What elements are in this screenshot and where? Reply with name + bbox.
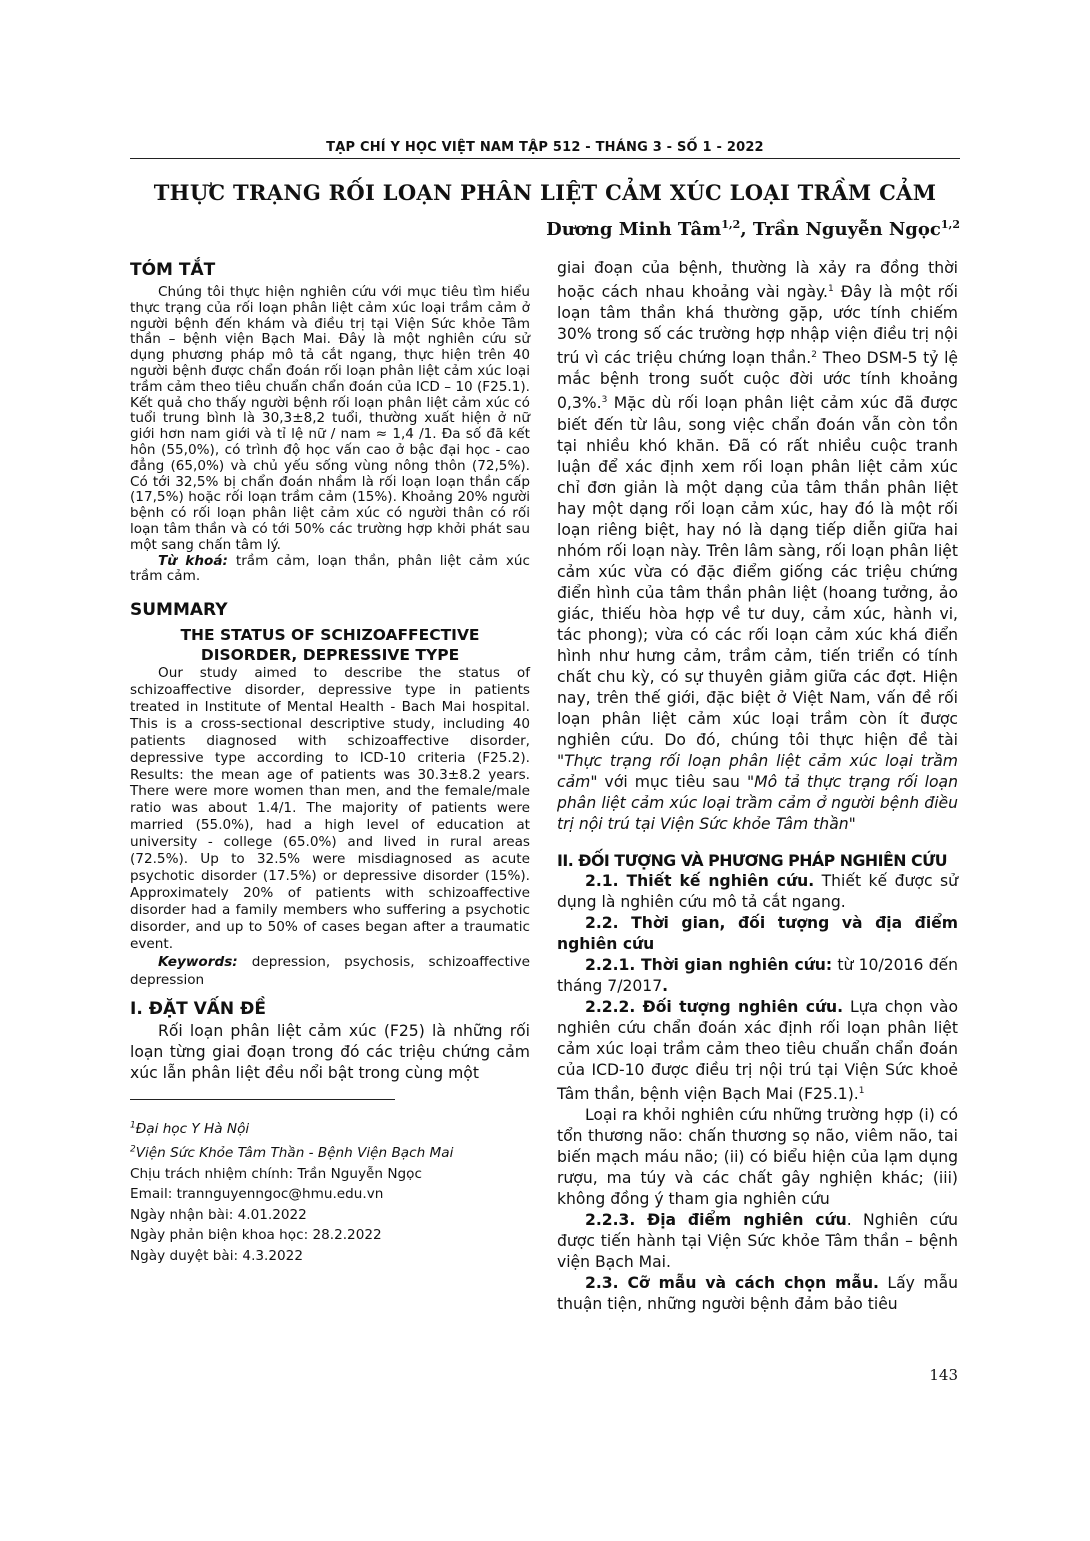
author-2-affil: 1,2 xyxy=(940,218,960,231)
section1-heading: I. ĐẶT VẤN ĐỀ xyxy=(130,998,266,1019)
summary-keywords xyxy=(130,953,530,989)
intro-continuation xyxy=(557,258,958,835)
header-rule xyxy=(130,158,960,159)
summary-kw-label: Keywords: xyxy=(158,953,238,970)
intro-objective: "Mô tả thực trạng rối loạn phân liệt cảm xúc loại trầm cảm ở người bệnh điều trị nội trú tại Viện Sức khỏe Tâm thần" xyxy=(557,772,958,833)
section-2-2-2 xyxy=(557,997,958,1105)
page-number: 143 xyxy=(929,1366,958,1384)
section-2-2-1-text: từ 10/2016 đến tháng 7/2017 xyxy=(557,955,958,995)
summary-title xyxy=(130,625,530,665)
article-title: THỰC TRẠNG RỐI LOẠN PHÂN LIỆT CẢM XÚC LOẠI TRẦM CẢM xyxy=(153,180,937,205)
tom-tat-heading: TÓM TẮT xyxy=(130,260,216,280)
intro-text-1: giai đoạn của bệnh, thường là xảy ra đồng thời hoặc cách nhau khoảng vài ngày. xyxy=(557,259,958,302)
intro-topic-title: "Thực trạng rối loạn phân liệt cảm xúc loại trầm cảm" xyxy=(557,751,958,791)
section-2-2 xyxy=(557,913,958,955)
footnote-2-text: Viện Sức Khỏe Tâm Thần - Bệnh Viện Bạch Mai xyxy=(135,1145,454,1162)
summary-kw-text: depression, psychosis, schizoaffective depression xyxy=(130,953,530,988)
section-2-3 xyxy=(557,1273,958,1315)
intro-text-3: Theo DSM-5 tỷ lệ mắc bệnh trong suốt cuộc đời ước tính khoảng 0,3%. xyxy=(557,349,959,413)
footnote-responsible: Chịu trách nhiệm chính: Trần Nguyễn Ngọc xyxy=(130,1165,422,1182)
footnote-rule xyxy=(130,1099,395,1100)
footnote-approved: Ngày duyệt bài: 4.3.2022 xyxy=(130,1247,303,1264)
footnote-1-text: Đại học Y Hà Nội xyxy=(135,1121,250,1138)
footnote-email: Email: trannguyenngoc@hmu.edu.vn xyxy=(130,1186,384,1203)
author-1: Dương Minh Tâm xyxy=(546,219,722,240)
footnote-2-sup: 2 xyxy=(130,1144,136,1155)
right-column xyxy=(557,258,958,1315)
section1-paragraph: Rối loạn phân liệt cảm xúc (F25) là những rối loạn từng giai đoạn trong đó các triệu chứng cảm xúc lẫn phân liệt đều nổi bật trong cùng một xyxy=(130,1021,530,1082)
exclusion-criteria: Loại ra khỏi nghiên cứu những trường hợp (i) có tổn thương não: chấn thương sọ não, viêm não, tai biến mạch máu não; (ii) có biểu hiện của lạm dụng rượu, ma túy và các chất gây nghiện khác; (iii) không đồng ý tham gia nghiên cứu xyxy=(557,1105,958,1208)
section-2-2-3 xyxy=(557,1210,958,1273)
footnote-affil-2 xyxy=(130,1140,530,1164)
section-2-2-1-end: . xyxy=(662,976,669,995)
section-2-2-1 xyxy=(557,955,958,997)
footnote-1-sup: 1 xyxy=(130,1120,136,1131)
section-2-1-text: Thiết kế được sử dụng là nghiên cứu mô tả cắt ngang. xyxy=(557,871,958,911)
ref-1: 1 xyxy=(828,284,834,294)
intro-text-5: với mục tiêu sau xyxy=(597,772,747,791)
tom-tat-keywords xyxy=(130,554,530,586)
section-2-1-label: 2.1. Thiết kế nghiên cứu. xyxy=(585,871,815,890)
summary-heading: SUMMARY xyxy=(130,600,228,621)
author-2: Trần Nguyễn Ngọc xyxy=(752,219,941,240)
section-2-2-3-text: . Nghiên cứu được tiến hành tại Viện Sức khỏe Tâm thần – bệnh viện Bạch Mai. xyxy=(557,1210,958,1271)
left-column xyxy=(130,258,530,1266)
section-2-2-1-label: 2.2.1. Thời gian nghiên cứu: xyxy=(585,955,833,974)
tom-tat-kw-text: trầm cảm, loạn thần, phân liệt cảm xúc trầm cảm. xyxy=(130,552,530,585)
section2-heading: II. ĐỐI TƯỢNG VÀ PHƯƠNG PHÁP NGHIÊN CỨU xyxy=(557,850,948,870)
section-2-3-text: Lấy mẫu thuận tiện, những người bệnh đảm bảo tiêu xyxy=(557,1273,959,1313)
author-separator: , xyxy=(740,219,753,240)
footnote-affil-1 xyxy=(130,1116,530,1140)
section-2-2-label: 2.2. Thời gian, đối tượng và địa điểm nghiên cứu xyxy=(557,913,958,953)
tom-tat-kw-label: Từ khoá: xyxy=(158,552,228,569)
summary-body: Our study aimed to describe the status of schizoaffective disorder, depressive type in patients treated in Institute of Mental Health - Bach Mai hospital. This is a cross-sectional descriptive study, including 40 patients diagnosed with schizoaffective disorder, depressive type according to ICD-10 criteria (F25.2). Results: the mean age of patients was 30.3±8.2 years. There were more women than men, and the female/male ratio was about 1.4/1. The majority of patients were married (55.0%), had a high level of education at university - college (65.0%) and lived in rural areas (72.5%). Up to 32.5% were misdiagnosed as acute psychotic disorder (17.5%) or depressive disorder (15%). Approximately 20% of patients with schizoaffective disorder had a family members who suffering a psychotic disorder, and up to 50% of cases began after a traumatic event. xyxy=(130,665,530,952)
intro-text-2: Đây là một rối loạn tâm thần khá thường gặp, ước tính chiếm 30% trong số các trường hợp nhập viện điều trị nội trú vì các triệu chứng loạn thần. xyxy=(557,283,958,368)
footnote-reviewed: Ngày phản biện khoa học: 28.2.2022 xyxy=(130,1227,382,1244)
journal-header: TẠP CHÍ Y HỌC VIỆT NAM TẬP 512 - THÁNG 3 - SỐ 1 - 2022 xyxy=(326,140,764,155)
summary-title-line2: DISORDER, DEPRESSIVE TYPE xyxy=(200,646,460,665)
footnote-received: Ngày nhận bài: 4.01.2022 xyxy=(130,1206,307,1223)
intro-text-4: Mặc dù rối loạn phân liệt cảm xúc đã được biết đến từ lâu, song việc chẩn đoán vẫn còn tồn tại nhiều khó khăn. Đã có rất nhiều cuộc tranh luận để xác định xem rối loạn phân liệt cảm xúc chỉ đơn giản là một dạng của tâm thần phân liệt hay một dạng rối loạn cảm xúc, hay đó là một rối loạn riêng biệt, hay nó là dạng tiếp diễn giữa hai nhóm rối loạn này. Trên lâm sàng, rối loạn phân liệt cảm xúc vừa có đặc điểm giống các triệu chứng điển hình của tâm thần phân liệt (hoang tưởng, ảo giác, thiếu hòa hợp về tư duy, cảm xúc, hành vi, tác phong); vừa có các rối loạn cảm xúc khá điển hình như hưng cảm, trầm cảm, tiến triển có tính chất chu kỳ, có sự thuyên giảm giữa các đợt. Hiện nay, trên thế giới, đặc biệt ở Việt Nam, vấn đề rối loạn phân liệt cảm xúc loại trầm còn ít được nghiên cứu. Do đó, chúng tôi thực hiện đề tài xyxy=(557,394,958,749)
ref-3: 3 xyxy=(601,395,608,406)
ref-2: 2 xyxy=(811,350,817,361)
authors xyxy=(546,218,960,240)
section-2-2-2-label: 2.2.2. Đối tượng nghiên cứu. xyxy=(585,997,844,1016)
author-1-affil: 1,2 xyxy=(721,218,741,231)
summary-title-line1: THE STATUS OF SCHIZOAFFECTIVE xyxy=(180,626,480,645)
ref-1b: 1 xyxy=(858,1085,865,1096)
tom-tat-body: Chúng tôi thực hiện nghiên cứu với mục tiêu tìm hiểu thực trạng của rối loạn phân liệt cảm xúc loại trầm cảm ở người bệnh đến khám và điều trị tại Viện Sức khỏe Tâm thần – bệnh viện Bạch Mai. Đây là một nghiên cứu sử dụng phương pháp mô tả cắt ngang, thực hiện trên 40 người bệnh được chẩn đoán rối loạn phân liệt cảm xúc loại trầm cảm theo tiêu chuẩn chẩn đoán của ICD – 10 (F25.1). Kết quả cho thấy người bệnh rối loạn phân liệt cảm xúc có tuổi trung bình là 30,3±8,2 tuổi, thường xuất hiện ở nữ giới hơn nam giới và tỉ lệ nữ / nam ≈ 1,4 /1. Đa số đã kết hôn (55,0%), có trình độ học vấn cao ở bậc đại học - cao đẳng (65,0%) và chủ yếu sống vùng nông thôn (72,5%). Có tới 32,5% bị chẩn đoán nhầm là rối loạn loạn thần cấp (17,5%) hoặc rối loạn trầm cảm (15%). Khoảng 20% người bệnh có rối loạn phân liệt cảm xúc có người thân có rối loạn tâm thần và có tới 50% các trường hợp khởi phát sau một sang chấn tâm lý. xyxy=(130,284,530,553)
section-2-3-label: 2.3. Cỡ mẫu và cách chọn mẫu. xyxy=(585,1273,879,1292)
section-2-2-2-text: Lựa chọn vào nghiên cứu chẩn đoán xác định rối loạn phân liệt cảm xúc loại trầm cảm theo tiêu chuẩn chẩn đoán của ICD-10 được điều trị nội trú tại Viện Sức khoẻ Tâm thần, bệnh viện Bạch Mai (F25.1). xyxy=(557,997,958,1103)
section-2-1 xyxy=(557,871,958,913)
section-2-2-3-label: 2.2.3. Địa điểm nghiên cứu xyxy=(585,1210,847,1229)
